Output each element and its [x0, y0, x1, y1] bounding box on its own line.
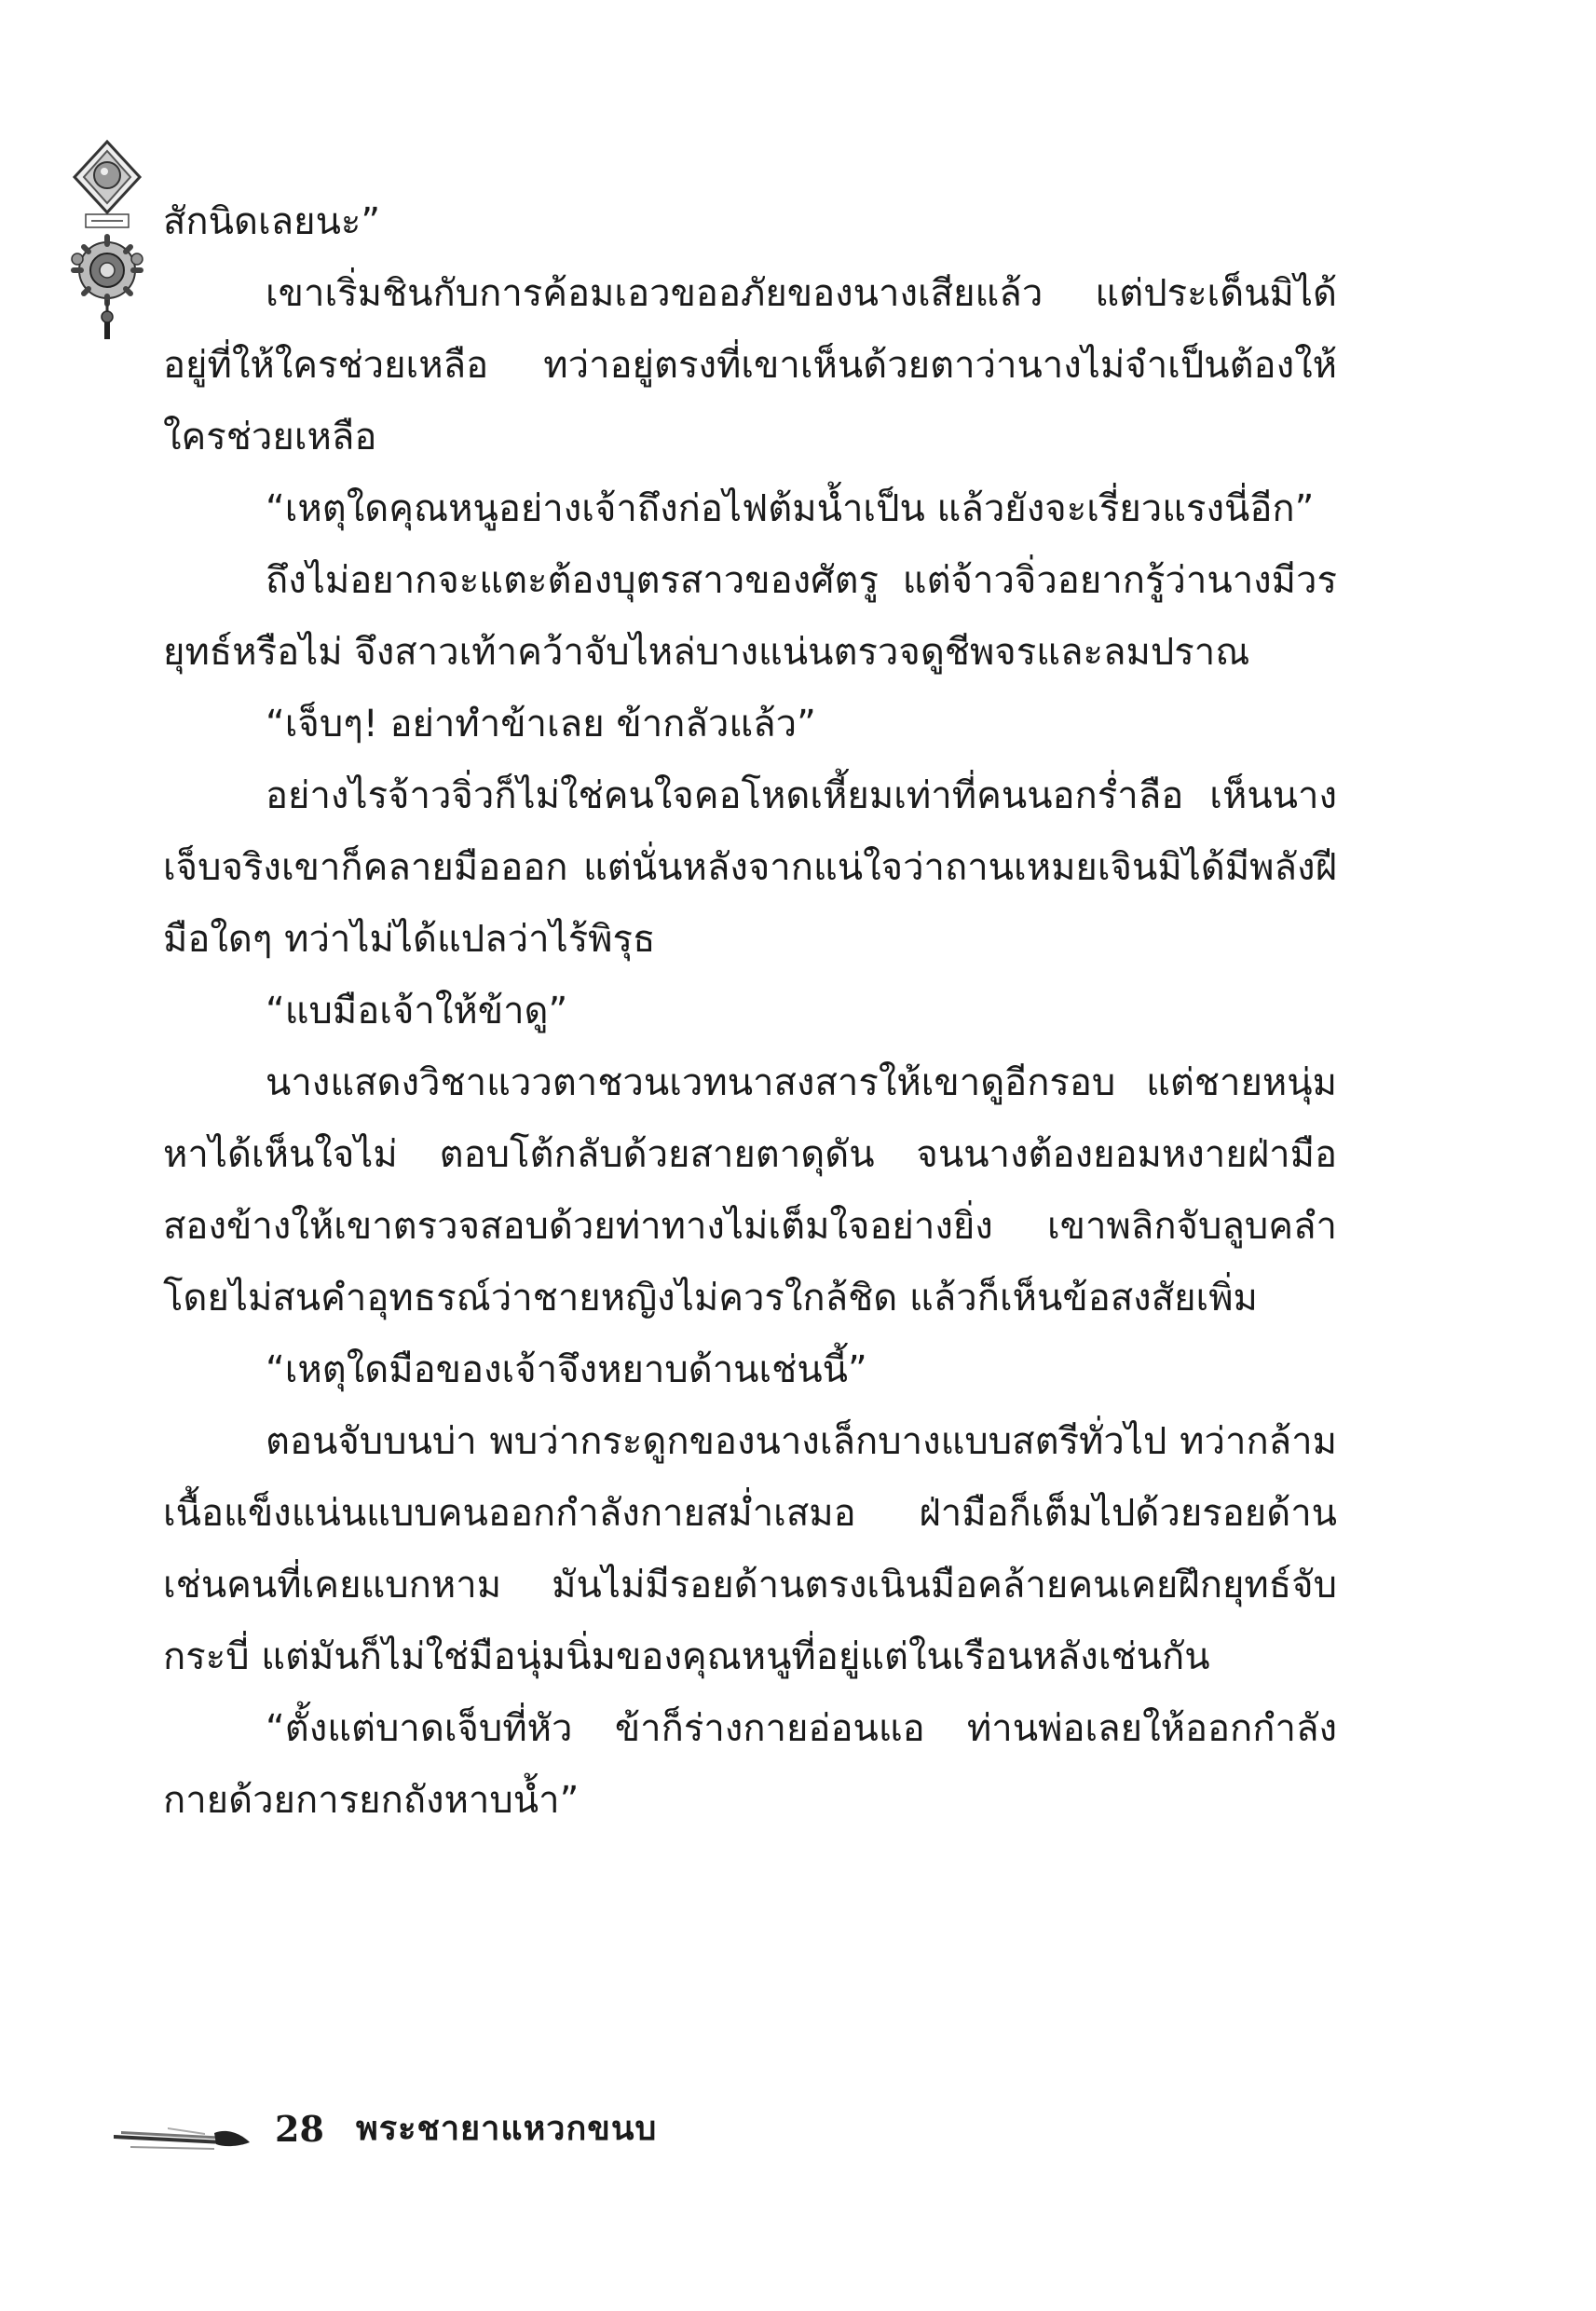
paragraph: นางแสดงวิชาแววตาชวนเวทนาสงสารให้เขาดูอีกรอบ แต่ชายหนุ่มหาได้เห็นใจไม่ ตอบโต้กลับด้วยสายตาดุดัน จนนางต้องยอมหงายฝ่ามือสองข้างให้เขาตรวจสอบด้วยท่าทางไม่เต็มใจอย่างยิ่ง เขาพลิกจับลูบคลำโดยไม่สนคำอุทธรณ์ว่าชายหญิงไม่ควรใกล้ชิด แล้วก็เห็นข้อสงสัยเพิ่ม [163, 1061, 1337, 1320]
paragraph: “แบมือเจ้าให้ข้าดู” [266, 990, 568, 1032]
page-footer [112, 2101, 764, 2167]
paragraph: “ตั้งแต่บาดเจ็บที่หัว ข้าก็ร่างกายอ่อนแอ ท่านพ่อเลยให้ออกกำลังกายด้วยการยกถังหาบน้ำ” [163, 1707, 1337, 1822]
book-title: พระชายาแหวกขนบ [356, 2110, 658, 2148]
paragraph: ถึงไม่อยากจะแตะต้องบุตรสาวของศัตรู แต่จ้าวจิ่วอยากรู้ว่านางมีวรยุทธ์หรือไม่ จึงสาวเท้าคว้าจับไหล่บางแน่นตรวจดูชีพจรและลมปราณ [163, 559, 1337, 674]
paragraph: “เหตุใดคุณหนูอย่างเจ้าถึงก่อไฟต้มน้ำเป็น แล้วยังจะเรี่ยวแรงนี่อีก” [266, 487, 1315, 530]
page-number: 28 [275, 2108, 324, 2150]
paragraph: อย่างไรจ้าวจิ่วก็ไม่ใช่คนใจคอโหดเหี้ยมเท่าที่คนนอกร่ำลือ เห็นนางเจ็บจริงเขาก็คลายมือออก แต่นั่นหลังจากแน่ใจว่าถานเหมยเจินมิได้มีพลังฝีมือใดๆ ทว่าไม่ได้แปลว่าไร้พิรุธ [163, 774, 1337, 961]
paragraph: สักนิดเลยนะ” [163, 200, 381, 243]
paragraph: “เหตุใดมือของเจ้าจึงหยาบด้านเช่นนี้” [266, 1348, 867, 1391]
body-text [163, 186, 1337, 1837]
paragraph: เขาเริ่มชินกับการค้อมเอวขออภัยของนางเสียแล้ว แต่ประเด็นมิได้อยู่ที่ให้ใครช่วยเหลือ ทว่าอยู่ตรงที่เขาเห็นด้วยตาว่านางไม่จำเป็นต้องให้ใครช่วยเหลือ [163, 272, 1337, 458]
paragraph: ตอนจับบนบ่า พบว่ากระดูกของนางเล็กบางแบบสตรีทั่วไป ทว่ากล้ามเนื้อแข็งแน่นแบบคนออกกำลังกายสม่ำเสมอ ฝ่ามือก็เต็มไปด้วยรอยด้านเช่นคนที่เคยแบกหาม มันไม่มีรอยด้านตรงเนินมือคล้ายคนเคยฝึกยุทธ์จับกระบี่ แต่มันก็ไม่ใช่มือนุ่มนิ่มของคุณหนูที่อยู่แต่ในเรือนหลังเช่นกัน [163, 1420, 1337, 1678]
chinese-ornament-icon [65, 140, 149, 340]
paragraph: “เจ็บๆ! อย่าทำข้าเลย ข้ากลัวแล้ว” [266, 703, 816, 745]
brush-icon [112, 2109, 252, 2155]
